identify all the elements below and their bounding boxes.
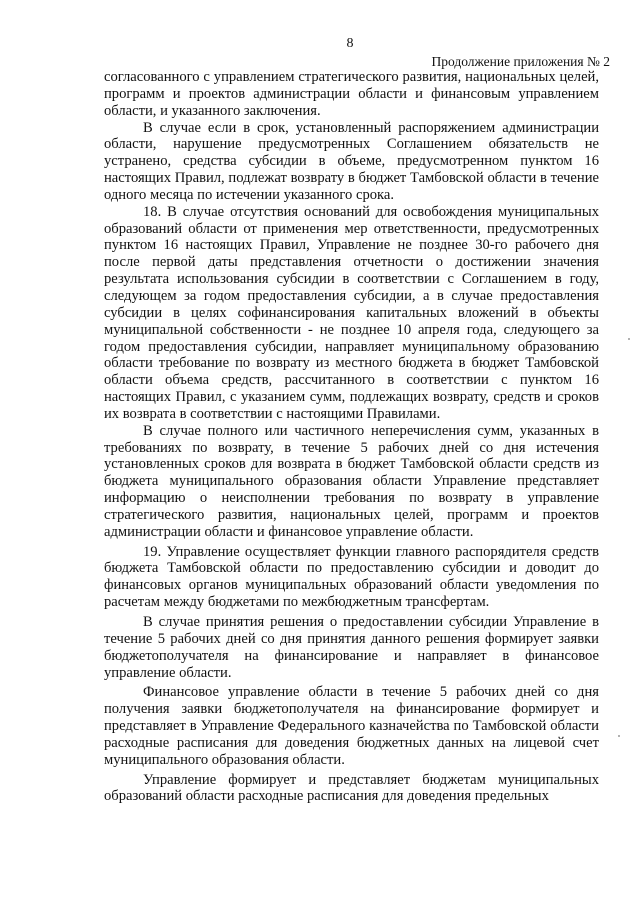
document-body: [104, 69, 599, 805]
paragraph: Управление формирует и представляет бюджетам муниципальных образований области расходные расписания для доведения предельных: [104, 771, 599, 805]
paragraph-continued: согласованного с управлением стратегического развития, национальных целей, программ и проектов администрации области и финансовым управлением области, и указанного заключения.: [104, 69, 599, 119]
scan-speck: [628, 338, 630, 340]
scan-speck: [618, 735, 620, 737]
appendix-continuation-header: Продолжение приложения № 2: [431, 54, 610, 69]
paragraph: В случае полного или частичного неперечисления сумм, указанных в требованиях по возврату, в течение 5 рабочих дней со дня истечения установленных сроков для возврата в бюджет Тамбовской области средств из бюджета муниципального образования области Управление представляет информацию о неисполнении требования по возврату в управление стратегического развития, национальных целей, программ и проектов администрации области и финансовое управление области.: [104, 422, 599, 540]
paragraph: В случае принятия решения о предоставлении субсидии Управление в течение 5 рабочих дней со дня принятия данного решения формирует заявки бюджетополучателя на финансирование и направляет в финансовое управление области.: [104, 614, 599, 681]
paragraph: В случае если в срок, установленный распоряжением администрации области, нарушение предусмотренных Соглашением обязательств не устранено, средства субсидии в объеме, предусмотренном пунктом 16 настоящих Правил, подлежат возврату в бюджет Тамбовской области в течение одного месяца по истечении указанного срока.: [104, 119, 599, 203]
paragraph: Финансовое управление области в течение 5 рабочих дней со дня получения заявки бюджетополучателя на финансирование формирует и представляет в Управление Федерального казначейства по Тамбовской области расходные расписания для доведения бюджетных данных на лицевой счет муниципального образования области.: [104, 684, 599, 768]
page-number: 8: [346, 36, 354, 51]
paragraph-item-19: 19. Управление осуществляет функции главного распорядителя средств бюджета Тамбовской области по предоставлению субсидии и доводит до финансовых органов муниципальных образований области уведомления по расчетам между бюджетами по межбюджетным трансфертам.: [104, 543, 599, 611]
paragraph-item-18: 18. В случае отсутствия оснований для освобождения муниципальных образований области от применения мер ответственности, предусмотренных пунктом 16 настоящих Правил, Управление не позднее 30-го рабочего дня после первой даты представления отчетности о достижении значения результата использования субсидии в соответствии с Соглашением в году, следующем за годом предоставления субсидии, а в случае предоставления субсидии в целях софинансирования капитальных вложений в объекты муниципальной собственности - не позднее 10 апреля года, следующего за годом предоставления субсидии, направляет муниципальному образованию области требование по возврату из местного бюджета в бюджет Тамбовской области объема средств, рассчитанного в соответствии с пунктом 16 настоящих Правил, с указанием сумм, подлежащих возврату, средств и сроков их возврата в соответствии с настоящими Правилами.: [104, 203, 599, 422]
